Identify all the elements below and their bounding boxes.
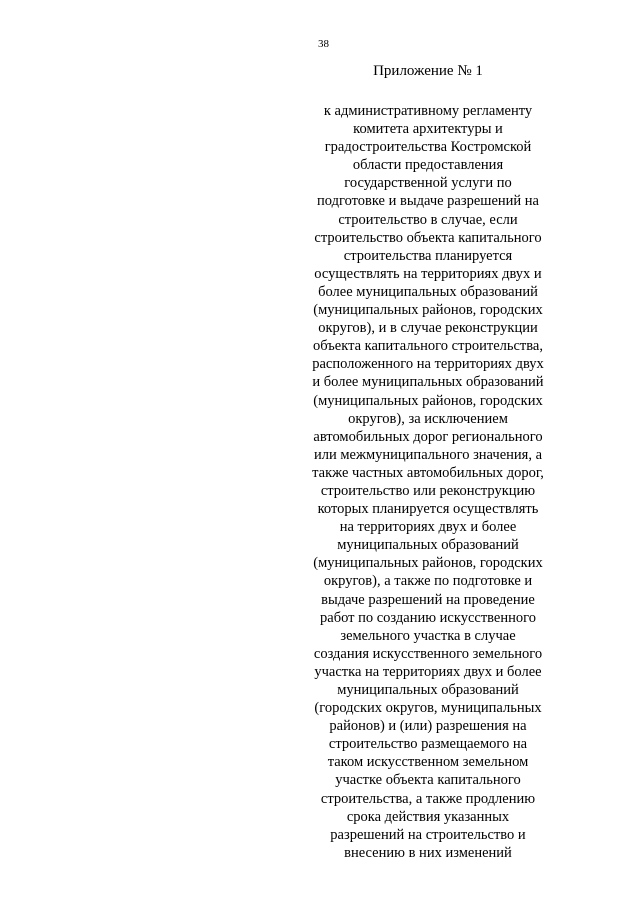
appendix-body-line: более муниципальных образований — [318, 283, 538, 300]
appendix-body-line: таком искусственном земельном — [327, 754, 529, 771]
appendix-body-line: расположенного на территориях двух — [312, 356, 544, 373]
appendix-body-line: объекта капитального строительства, — [313, 338, 543, 355]
appendix-body-line: (муниципальных районов, городских — [313, 555, 543, 572]
appendix-body-line: участка на территориях двух и более — [314, 663, 542, 680]
appendix-body-line: округов), за исключением — [348, 410, 508, 427]
appendix-body-line: районов) и (или) разрешения на — [329, 718, 527, 735]
appendix-body-line: муниципальных образований — [337, 537, 519, 554]
appendix-body-line: строительство объекта капитального — [314, 229, 542, 246]
appendix-body-line: градостроительства Костромской — [324, 139, 532, 156]
appendix-body-line: разрешений на строительство и — [330, 826, 526, 843]
appendix-body-line: (городских округов, муниципальных — [314, 700, 542, 717]
appendix-body-line: к административному регламенту — [323, 103, 533, 119]
appendix-body-line: муниципальных образований — [337, 682, 519, 698]
appendix-body-line: строительства, а также продлению — [320, 790, 536, 807]
page-number: 38 — [318, 38, 329, 50]
appendix-body-line: на территориях двух и более — [339, 519, 517, 536]
appendix-body-line: автомобильных дорог регионального — [313, 428, 543, 445]
appendix-body-line: участке объекта капитального — [335, 772, 521, 789]
appendix-body-line: строительство или реконструкцию — [320, 482, 536, 499]
appendix-body-line: которых планируется осуществлять — [317, 501, 539, 518]
appendix-body-line: земельного участка в случае — [340, 627, 516, 644]
appendix-body-line: (муниципальных районов, городских — [313, 302, 543, 319]
appendix-body-line: создания искусственного земельного — [313, 645, 543, 662]
appendix-body-line: округов), а также по подготовке и — [323, 573, 533, 590]
appendix-body-line: комитета архитектуры и — [353, 121, 503, 138]
appendix-body-line: (муниципальных районов, городских — [313, 392, 543, 409]
appendix-body-line: округов), и в случае реконструкции — [318, 320, 538, 337]
appendix-body-line: срока действия указанных — [346, 808, 510, 825]
appendix-body-line: строительство размещаемого на — [328, 736, 528, 753]
appendix-body-line: и более муниципальных образований — [312, 374, 544, 391]
appendix-body-line: государственной услуги по — [344, 175, 512, 192]
appendix-body — [300, 102, 556, 862]
appendix-body-line: строительство в случае, если — [338, 211, 518, 228]
appendix-body-line: или межмуниципального значения, а — [313, 446, 543, 463]
appendix-body-line: также частных автомобильных дорог, — [312, 464, 544, 481]
appendix-body-line: осуществлять на территориях двух и — [314, 265, 542, 282]
appendix-body-line: работ по созданию искусственного — [320, 609, 536, 626]
appendix-body-line: области предоставления — [352, 157, 504, 174]
appendix-body-line: выдаче разрешений на проведение — [321, 591, 535, 608]
appendix-body-line: строительства планируется — [343, 247, 513, 264]
appendix-body-line: внесению в них изменений — [344, 844, 512, 861]
appendix-title: Приложение № 1 — [373, 63, 483, 79]
appendix-body-line: подготовке и выдаче разрешений на — [317, 193, 539, 210]
